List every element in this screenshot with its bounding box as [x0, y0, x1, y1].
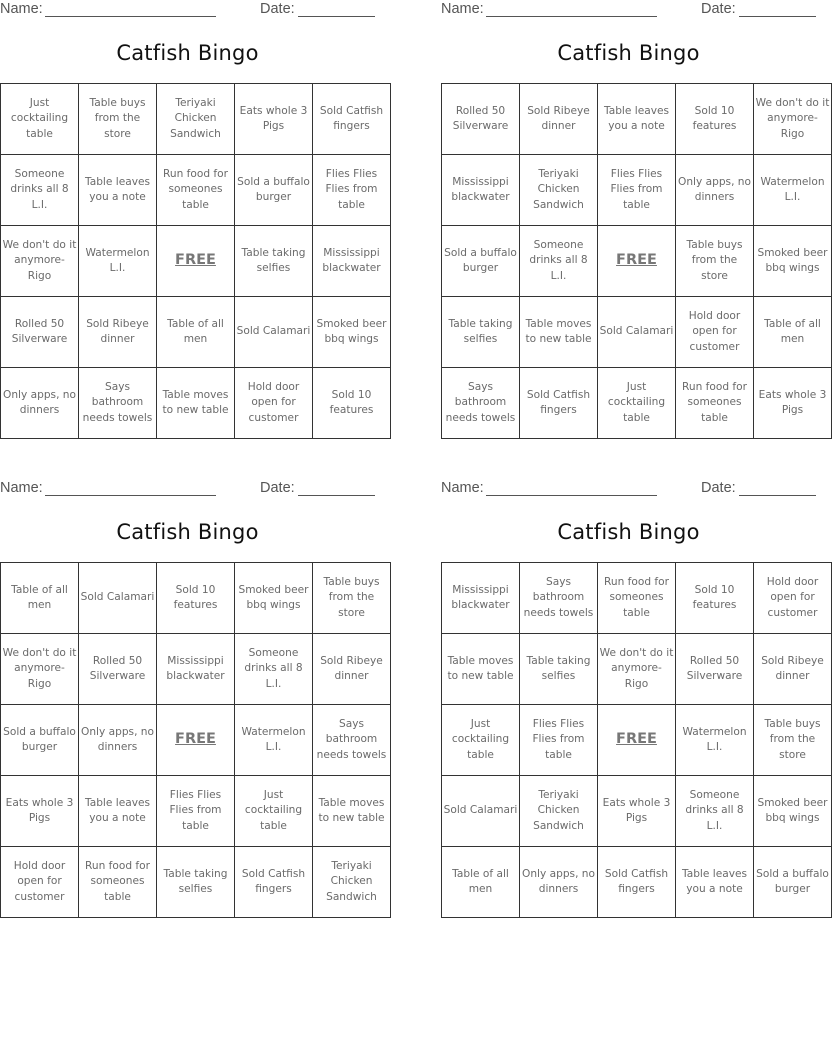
- bingo-cell: Watermelon L.I.: [754, 155, 832, 226]
- card-title: Catfish Bingo: [116, 520, 259, 544]
- bingo-grid: [441, 83, 832, 439]
- bingo-cell: Table of all men: [1, 563, 79, 634]
- bingo-cell: Mississippi blackwater: [442, 155, 520, 226]
- bingo-cell: Watermelon L.I.: [79, 226, 157, 297]
- bingo-cell: Table moves to new table: [313, 776, 391, 847]
- bingo-row: [442, 634, 832, 705]
- bingo-cell: Teriyaki Chicken Sandwich: [520, 155, 598, 226]
- bingo-cell: Run food for someones table: [598, 563, 676, 634]
- bingo-row: [1, 226, 391, 297]
- bingo-cell: Sold Calamari: [442, 776, 520, 847]
- name-label: Name:: [0, 1, 43, 17]
- bingo-cell: Flies Flies Flies from table: [313, 155, 391, 226]
- bingo-cell: Just cocktailing table: [1, 84, 79, 155]
- bingo-cell: Table buys from the store: [754, 705, 832, 776]
- bingo-cell: Table buys from the store: [676, 226, 754, 297]
- date-blank-line: [298, 16, 375, 17]
- bingo-cell: Watermelon L.I.: [676, 705, 754, 776]
- bingo-cell: Sold a buffalo burger: [235, 155, 313, 226]
- bingo-cell: Table leaves you a note: [79, 776, 157, 847]
- name-blank-line: [486, 16, 657, 17]
- bingo-cell: Table buys from the store: [313, 563, 391, 634]
- bingo-cell: Hold door open for customer: [754, 563, 832, 634]
- bingo-cell: Run food for someones table: [79, 847, 157, 918]
- date-label: Date:: [260, 480, 295, 496]
- bingo-cell: Table taking selfies: [157, 847, 235, 918]
- date-blank-line: [298, 495, 375, 496]
- bingo-cell: We don't do it anymore- Rigo: [1, 634, 79, 705]
- bingo-cell: Hold door open for customer: [1, 847, 79, 918]
- card-title: Catfish Bingo: [116, 41, 259, 65]
- bingo-cell: Smoked beer bbq wings: [235, 563, 313, 634]
- bingo-cell: Teriyaki Chicken Sandwich: [313, 847, 391, 918]
- bingo-cell: Hold door open for customer: [235, 368, 313, 439]
- name-label: Name:: [441, 480, 484, 496]
- bingo-cell: Just cocktailing table: [598, 368, 676, 439]
- bingo-cell: Table taking selfies: [235, 226, 313, 297]
- bingo-cell: Only apps, no dinners: [676, 155, 754, 226]
- bingo-cell: Table of all men: [754, 297, 832, 368]
- bingo-cell: Only apps, no dinners: [520, 847, 598, 918]
- free-space: FREE: [157, 705, 235, 776]
- bingo-cell: Sold a buffalo burger: [1, 705, 79, 776]
- bingo-cell: Table of all men: [442, 847, 520, 918]
- date-blank-line: [739, 495, 816, 496]
- bingo-grid: [0, 83, 391, 439]
- bingo-cell: Sold Ribeye dinner: [520, 84, 598, 155]
- free-space: FREE: [157, 226, 235, 297]
- bingo-cell: Only apps, no dinners: [1, 368, 79, 439]
- card-header: [441, 480, 816, 500]
- bingo-row: [1, 368, 391, 439]
- bingo-row: [442, 705, 832, 776]
- bingo-row: [1, 155, 391, 226]
- bingo-cell: Hold door open for customer: [676, 297, 754, 368]
- name-label: Name:: [0, 480, 43, 496]
- date-label: Date:: [701, 1, 736, 17]
- bingo-cell: Flies Flies Flies from table: [520, 705, 598, 776]
- bingo-row: [442, 563, 832, 634]
- name-blank-line: [486, 495, 657, 496]
- bingo-row: [442, 297, 832, 368]
- bingo-row: [1, 563, 391, 634]
- bingo-cell: Just cocktailing table: [442, 705, 520, 776]
- date-label: Date:: [260, 1, 295, 17]
- bingo-cell: Smoked beer bbq wings: [754, 226, 832, 297]
- bingo-cell: Says bathroom needs towels: [79, 368, 157, 439]
- bingo-cell: Table moves to new table: [442, 634, 520, 705]
- bingo-row: [442, 368, 832, 439]
- card-title: Catfish Bingo: [557, 41, 700, 65]
- bingo-cell: Flies Flies Flies from table: [598, 155, 676, 226]
- bingo-cell: Eats whole 3 Pigs: [598, 776, 676, 847]
- bingo-cell: Sold Ribeye dinner: [313, 634, 391, 705]
- bingo-cell: Table taking selfies: [442, 297, 520, 368]
- bingo-row: [442, 226, 832, 297]
- bingo-cell: We don't do it anymore- Rigo: [598, 634, 676, 705]
- free-space: FREE: [598, 226, 676, 297]
- bingo-cell: We don't do it anymore- Rigo: [754, 84, 832, 155]
- bingo-cell: Sold 10 features: [676, 84, 754, 155]
- bingo-cell: Eats whole 3 Pigs: [235, 84, 313, 155]
- bingo-row: [442, 847, 832, 918]
- bingo-cell: Run food for someones table: [676, 368, 754, 439]
- card-header: [0, 480, 375, 500]
- bingo-cell: Table leaves you a note: [676, 847, 754, 918]
- bingo-cell: Mississippi blackwater: [157, 634, 235, 705]
- bingo-cell: Sold Catfish fingers: [313, 84, 391, 155]
- bingo-row: [1, 705, 391, 776]
- bingo-grid: [441, 562, 832, 918]
- bingo-row: [442, 84, 832, 155]
- bingo-cell: Sold Catfish fingers: [520, 368, 598, 439]
- free-space: FREE: [598, 705, 676, 776]
- bingo-cell: Table taking selfies: [520, 634, 598, 705]
- bingo-cell: Smoked beer bbq wings: [754, 776, 832, 847]
- bingo-cell: Rolled 50 Silverware: [676, 634, 754, 705]
- name-label: Name:: [441, 1, 484, 17]
- bingo-cell: Someone drinks all 8 L.I.: [676, 776, 754, 847]
- bingo-cell: Smoked beer bbq wings: [313, 297, 391, 368]
- bingo-cell: Table leaves you a note: [598, 84, 676, 155]
- bingo-cell: Watermelon L.I.: [235, 705, 313, 776]
- bingo-cell: Rolled 50 Silverware: [79, 634, 157, 705]
- bingo-cell: Sold 10 features: [157, 563, 235, 634]
- bingo-cell: Only apps, no dinners: [79, 705, 157, 776]
- bingo-cell: Sold Catfish fingers: [598, 847, 676, 918]
- bingo-row: [1, 84, 391, 155]
- bingo-card: [0, 479, 387, 914]
- bingo-row: [1, 634, 391, 705]
- bingo-row: [442, 155, 832, 226]
- bingo-cell: We don't do it anymore- Rigo: [1, 226, 79, 297]
- bingo-cell: Eats whole 3 Pigs: [1, 776, 79, 847]
- bingo-row: [442, 776, 832, 847]
- card-header: [441, 1, 816, 21]
- bingo-cell: Table of all men: [157, 297, 235, 368]
- bingo-cell: Rolled 50 Silverware: [1, 297, 79, 368]
- bingo-cell: Says bathroom needs towels: [442, 368, 520, 439]
- bingo-cell: Rolled 50 Silverware: [442, 84, 520, 155]
- bingo-cell: Someone drinks all 8 L.I.: [1, 155, 79, 226]
- bingo-row: [1, 847, 391, 918]
- bingo-cell: Someone drinks all 8 L.I.: [520, 226, 598, 297]
- date-blank-line: [739, 16, 816, 17]
- bingo-cell: Says bathroom needs towels: [520, 563, 598, 634]
- bingo-card: [441, 0, 830, 435]
- bingo-cell: Sold Calamari: [598, 297, 676, 368]
- bingo-cell: Sold a buffalo burger: [442, 226, 520, 297]
- bingo-cell: Sold a buffalo burger: [754, 847, 832, 918]
- bingo-cell: Sold 10 features: [313, 368, 391, 439]
- name-blank-line: [45, 495, 216, 496]
- bingo-cell: Sold Calamari: [235, 297, 313, 368]
- bingo-cell: Table buys from the store: [79, 84, 157, 155]
- bingo-cell: Says bathroom needs towels: [313, 705, 391, 776]
- bingo-cell: Sold 10 features: [676, 563, 754, 634]
- bingo-cell: Sold Calamari: [79, 563, 157, 634]
- bingo-card: [441, 479, 829, 914]
- bingo-cell: Sold Ribeye dinner: [79, 297, 157, 368]
- bingo-card: [0, 0, 387, 435]
- date-label: Date:: [701, 480, 736, 496]
- bingo-cell: Teriyaki Chicken Sandwich: [157, 84, 235, 155]
- bingo-cell: Sold Catfish fingers: [235, 847, 313, 918]
- bingo-cell: Just cocktailing table: [235, 776, 313, 847]
- name-blank-line: [45, 16, 216, 17]
- bingo-cell: Mississippi blackwater: [313, 226, 391, 297]
- bingo-cell: Sold Ribeye dinner: [754, 634, 832, 705]
- card-title: Catfish Bingo: [557, 520, 700, 544]
- bingo-cell: Table leaves you a note: [79, 155, 157, 226]
- card-header: [0, 1, 375, 21]
- bingo-cell: Mississippi blackwater: [442, 563, 520, 634]
- bingo-cell: Table moves to new table: [520, 297, 598, 368]
- bingo-cell: Flies Flies Flies from table: [157, 776, 235, 847]
- bingo-cell: Teriyaki Chicken Sandwich: [520, 776, 598, 847]
- bingo-grid: [0, 562, 391, 918]
- bingo-row: [1, 297, 391, 368]
- bingo-cell: Someone drinks all 8 L.I.: [235, 634, 313, 705]
- bingo-row: [1, 776, 391, 847]
- bingo-cell: Run food for someones table: [157, 155, 235, 226]
- bingo-cell: Eats whole 3 Pigs: [754, 368, 832, 439]
- bingo-cell: Table moves to new table: [157, 368, 235, 439]
